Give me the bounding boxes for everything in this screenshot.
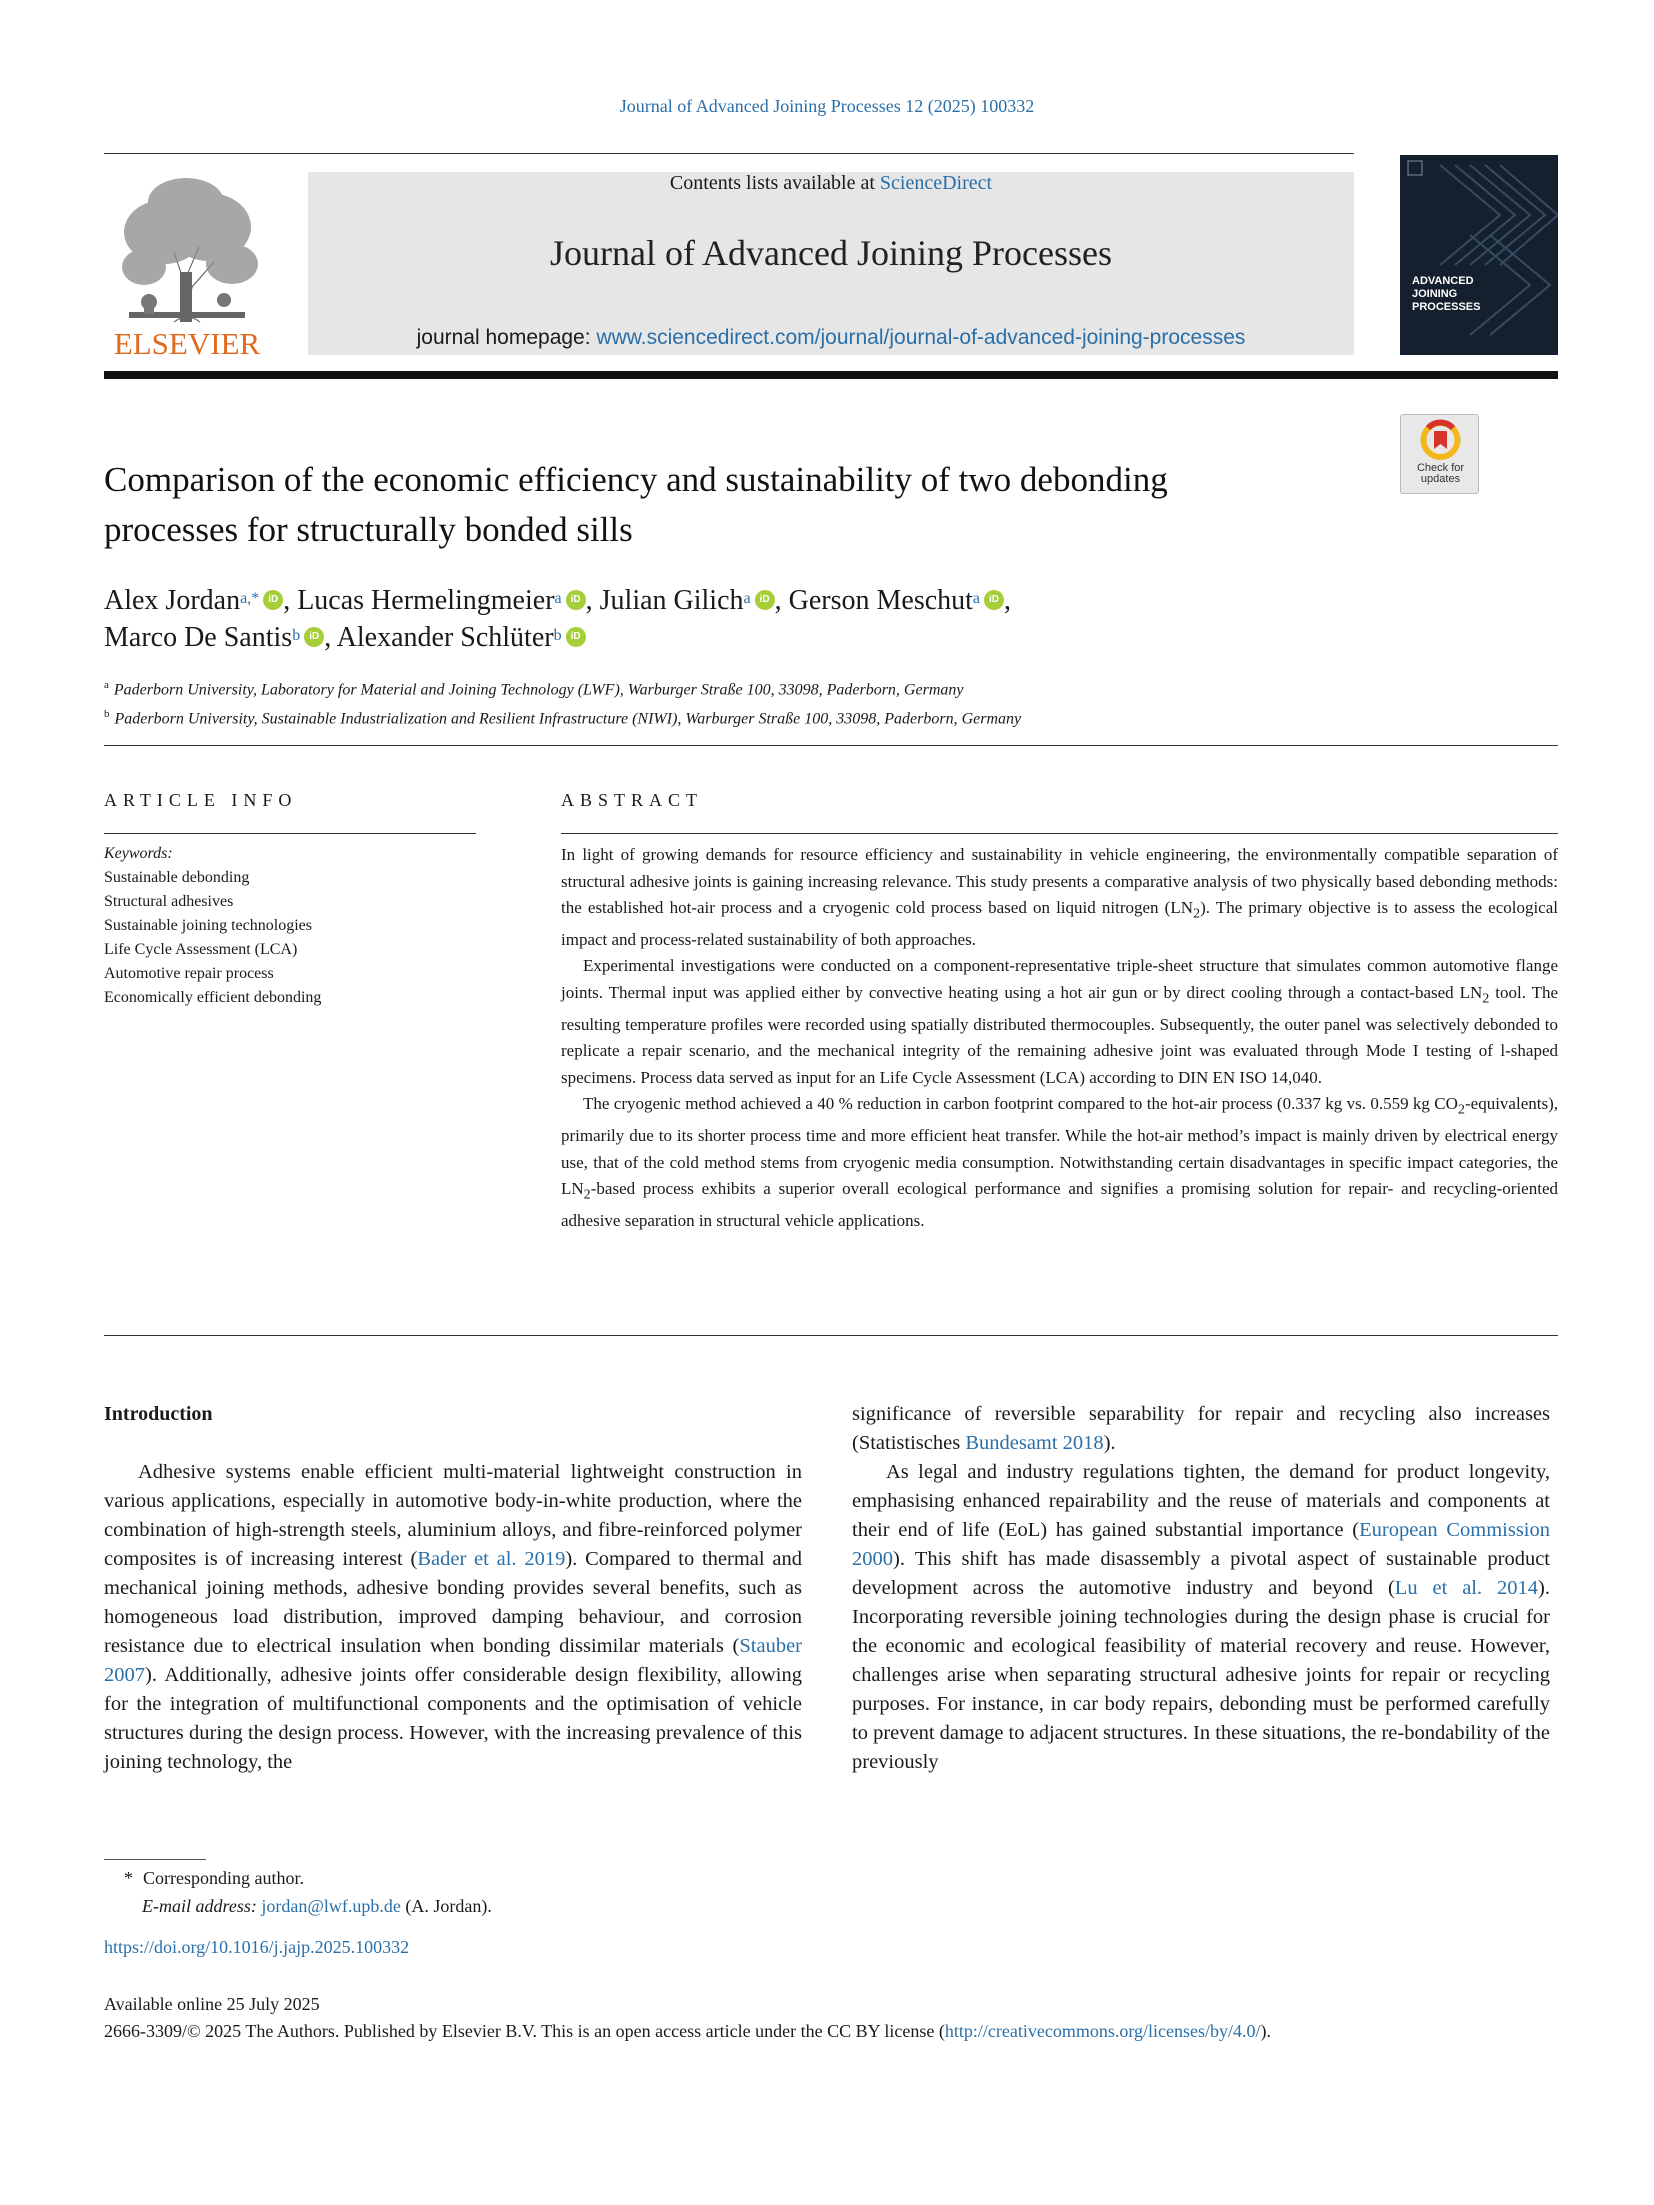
- abstract-heading: ABSTRACT: [561, 790, 704, 810]
- affiliation-label: a: [104, 679, 109, 691]
- author-list: Alex Jordan$^{a,*}$ iD , Lucas Hermelingmeier$^a$ iD , Julian Gilich$^a$ iD , Gerson Meschut$^a$ iD , Marco De Santis$^b$ iD , Alexander Schlüter$^b$ iD: [104, 585, 1012, 653]
- cover-title: ADVANCED JOINING PROCESSES: [1412, 275, 1481, 313]
- abstract-end-rule: [104, 1335, 1558, 1336]
- license-line: 2666-3309/© 2025 The Authors. Published by Elsevier B.V. This is an open access article under the CC BY license (http://creativecommons.org/licenses/by/4.0/).: [104, 2021, 1271, 2041]
- citation-link[interactable]: Lu et al. 2014: [1394, 1577, 1539, 1599]
- keyword-item: Sustainable joining technologies: [104, 917, 312, 934]
- body-paragraph: As legal and industry regulations tighten, the demand for product longevity, emphasising enhanced repairability and the reuse of materials and components at their end of life (EoL) has gained substantial importance (European Commission 2000). This shift has made disassembly a pivotal aspect of sustainable product development across the automotive industry and beyond (Lu et al. 2014). Incorporating reversible joining technologies during the design phase is crucial for the economic and ecological feasibility of material recovery and reuse. However, challenges arise when separating structural adhesive joints for repair or recycling purposes. For instance, in car body repairs, debonding must be performed carefully to prevent damage to adjacent structures. In these situations, the re-bondability of the previously: [852, 1461, 1550, 1773]
- orcid-icon[interactable]: iD: [263, 590, 283, 610]
- affiliations: [104, 673, 1504, 732]
- available-online: Available online 25 July 2025: [104, 1994, 320, 2014]
- citation-link[interactable]: European Commission 2000: [852, 1519, 1550, 1570]
- author-affil-sup[interactable]: b: [292, 627, 301, 644]
- citation-link[interactable]: Bader et al. 2019: [417, 1548, 566, 1570]
- check-updates-label: Check for updates: [1416, 462, 1465, 485]
- article-title: [104, 455, 1384, 555]
- sciencedirect-link[interactable]: ScienceDirect: [879, 172, 993, 194]
- title-line-1: Comparison of the economic efficiency and sustainability of two debonding: [104, 460, 1168, 499]
- keywords-block: [104, 842, 476, 1010]
- citation-link[interactable]: Stauber 2007: [104, 1635, 802, 1686]
- availability-block: [104, 1991, 1564, 2045]
- contents-prefix: Contents lists available at: [669, 172, 880, 194]
- affiliation-text: Paderborn University, Laboratory for Material and Joining Technology (LWF), Warburger Straße 100, 33098, Paderborn, Germany: [113, 681, 964, 699]
- author-affil-sup[interactable]: a,*: [240, 590, 260, 607]
- abstract-paragraph-2: Experimental investigations were conducted on a component-representative triple-sheet structure that simulates common automotive flange joints. Thermal input was applied either by convective heating using a hot air gun or by direct cooling through a contact-based $LN_2$ tool. The resulting temperature profiles were recorded using spatially distributed thermocouples. Subsequently, the outer panel was selectively debonded to replicate a repair scenario, and the mechanical integrity of the remaining adhesive joint was evaluated through Mode I testing of l-shaped specimens. Process data served as input for an Life Cycle Assessment (LCA) according to DIN EN ISO 14,040.: [561, 956, 1558, 1087]
- body-column-right: [852, 1400, 1550, 1777]
- keyword-item: Automotive repair process: [104, 965, 274, 982]
- journal-name: Journal of Advanced Joining Processes: [550, 233, 1112, 273]
- body-column-left: [104, 1458, 802, 1777]
- article-info-rule: [104, 833, 476, 834]
- cover-pattern-icon: [1400, 155, 1558, 355]
- section-rule: [104, 745, 1558, 746]
- author-name[interactable]: Julian Gilich: [599, 585, 744, 616]
- email-note: E-mail address: jordan@lwf.upb.de (A. Jordan).: [142, 1896, 492, 1916]
- abstract-paragraph-3: The cryogenic method achieved a 40 % reduction in carbon footprint compared to the hot-air process (0.337 kg vs. 0.559 kg $CO_2-equivalents$), primarily due to its shorter process time and more efficient heat transfer. While the hot-air method’s impact is mainly driven by electrical energy use, that of the cold method stems from cryogenic media consumption. Notwithstanding certain disadvantages in specific impact categories, the $LN_2$-based process exhibits a superior overall ecological performance and signifies a promising solution for repair- and recycling-oriented adhesive separation in structural vehicle applications.: [561, 1094, 1558, 1231]
- author-affil-sup[interactable]: a: [972, 590, 981, 607]
- homepage-line: [308, 326, 1354, 350]
- check-for-updates-button[interactable]: [1400, 414, 1479, 494]
- keyword-item: Structural adhesives: [104, 893, 234, 910]
- journal-homepage-link[interactable]: www.sciencedirect.com/journal/journal-of-advanced-joining-processes: [596, 326, 1246, 349]
- affiliation-b: [104, 702, 1504, 731]
- author-affil-sup[interactable]: a: [743, 590, 751, 607]
- orcid-icon[interactable]: iD: [566, 590, 586, 610]
- affiliation-a: [104, 673, 1504, 702]
- author-affil-sup[interactable]: b: [553, 627, 562, 644]
- keyword-item: Sustainable debonding: [104, 869, 250, 886]
- header-thick-rule: [104, 371, 1558, 379]
- top-rule: [104, 153, 1354, 154]
- doi-link[interactable]: https://doi.org/10.1016/j.jajp.2025.100332: [104, 1937, 410, 1957]
- abstract-paragraph-1: In light of growing demands for resource efficiency and sustainability in vehicle engineering, the environmentally compatible separation of structural adhesive joints is gaining increasing relevance. This study presents a comparative analysis of two physically based debonding methods: the established hot-air process and a cryogenic cold process based on liquid nitrogen $(LN_2)$. The primary objective is to assess the ecological impact and process-related sustainability of both approaches.: [561, 845, 1558, 949]
- body-paragraph: Adhesive systems enable efficient multi-material lightweight construction in various applications, especially in automotive body-in-white production, where the combination of high-strength steels, aluminium alloys, and fibre-reinforced polymer composites is of increasing interest (Bader et al. 2019). Compared to thermal and mechanical joining methods, adhesive bonding provides several benefits, such as homogeneous load distribution, improved damping behaviour, and corrosion resistance due to electrical insulation when bonding dissimilar materials (Stauber 2007). Additionally, adhesive joints offer considerable design flexibility, allowing for the integration of multifunctional components and the optimisation of vehicle structures during the design process. However, with the increasing prevalence of this joining technology, the: [104, 1461, 802, 1773]
- orcid-icon[interactable]: iD: [304, 627, 324, 647]
- author-affil-sup[interactable]: a: [554, 590, 562, 607]
- keyword-item: Life Cycle Assessment (LCA): [104, 941, 298, 958]
- email-link[interactable]: jordan@lwf.upb.de: [261, 1896, 401, 1916]
- citation-link[interactable]: Bundesamt 2018: [965, 1432, 1104, 1454]
- homepage-prefix: journal homepage:: [416, 326, 597, 349]
- footnote-rule: [104, 1859, 206, 1860]
- keyword-item: Economically efficient debonding: [104, 989, 322, 1006]
- check-updates-icon: [1401, 415, 1480, 463]
- corresponding-author-note: * Corresponding author.: [124, 1868, 304, 1888]
- abstract-body: [561, 842, 1558, 1235]
- affiliation-label: b: [104, 708, 110, 721]
- contents-line: [308, 172, 1354, 195]
- license-link[interactable]: http://creativecommons.org/licenses/by/4.0/: [944, 2021, 1261, 2041]
- affiliation-text: Paderborn University, Sustainable Industrialization and Resilient Infrastructure (NIWI), Warburger Straße 100, 33098, Paderborn, Germany: [114, 710, 1022, 728]
- author-name[interactable]: Gerson Meschut: [788, 585, 973, 616]
- footnote-block: [104, 1864, 492, 1920]
- running-head[interactable]: Journal of Advanced Joining Processes 12 (2025) 100332: [619, 96, 1035, 116]
- author-name[interactable]: Lucas Hermelingmeier: [297, 585, 555, 616]
- abstract-rule: [561, 833, 1558, 834]
- article-info-heading: ARTICLE INFO: [104, 790, 298, 810]
- author-name[interactable]: Marco De Santis: [104, 622, 293, 653]
- title-line-2: processes for structurally bonded sills: [104, 510, 633, 549]
- journal-cover-image[interactable]: [1400, 155, 1558, 355]
- orcid-icon[interactable]: iD: [984, 590, 1004, 610]
- orcid-icon[interactable]: iD: [566, 627, 586, 647]
- body-paragraph: significance of reversible separability for repair and recycling also increases (Statistisches Bundesamt 2018).: [852, 1403, 1550, 1454]
- keywords-label: Keywords:: [104, 845, 173, 862]
- elsevier-wordmark: ELSEVIER: [113, 326, 261, 361]
- introduction-heading: Introduction: [104, 1403, 213, 1425]
- author-name[interactable]: Alexander Schlüter: [336, 622, 554, 653]
- orcid-icon[interactable]: iD: [755, 590, 775, 610]
- author-name[interactable]: Alex Jordan: [104, 585, 241, 616]
